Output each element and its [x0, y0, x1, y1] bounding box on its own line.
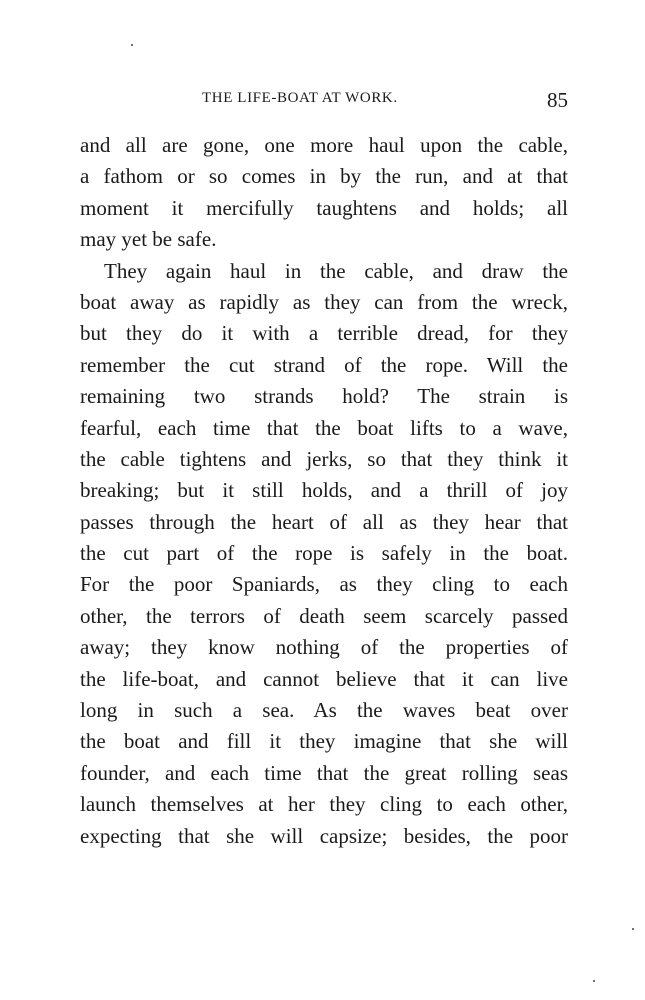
text-line: They again haul in the cable, and draw the [104, 258, 568, 283]
text-line: remember the cut strand of the rope. Will the [80, 352, 568, 377]
text-line: boat away as rapidly as they can from the wreck, [80, 289, 568, 314]
text-line: the life-boat, and cannot believe that it can live [80, 666, 568, 691]
text-line: may yet be safe. [80, 227, 217, 252]
text-line: long in such a sea. As the waves beat over [80, 698, 568, 723]
text-line: remaining two strands hold? The strain is [80, 384, 568, 409]
text-line: other, the terrors of death seem scarcely passed [80, 603, 568, 628]
text-line: a fathom or so comes in by the run, and at that [80, 164, 568, 189]
text-line: expecting that she will capsize; besides, the poor [80, 823, 568, 848]
text-line: founder, and each time that the great rolling seas [80, 760, 568, 785]
text-line: For the poor Spaniards, as they cling to each [80, 572, 568, 597]
text-line: breaking; but it still holds, and a thrill of joy [80, 478, 568, 503]
running-title: THE LIFE-BOAT AT WORK. [202, 90, 398, 106]
page-header [80, 88, 568, 114]
scan-speck [593, 980, 595, 982]
text-line: launch themselves at her they cling to each other, [80, 792, 568, 817]
body-text [80, 130, 568, 852]
text-line: and all are gone, one more haul upon the cable, [80, 133, 568, 157]
text-line: the boat and fill it they imagine that she will [80, 729, 568, 754]
text-line: moment it mercifully taughtens and holds; all [80, 195, 568, 220]
text-line: but they do it with a terrible dread, for they [80, 321, 568, 346]
scan-speck [632, 928, 634, 930]
text-line: passes through the heart of all as they hear that [80, 509, 568, 534]
text-line: the cable tightens and jerks, so that they think it [80, 446, 568, 471]
text-line: the cut part of the rope is safely in the boat. [80, 541, 568, 566]
page-number: 85 [547, 88, 568, 112]
text-line: fearful, each time that the boat lifts to a wave, [80, 415, 568, 440]
scan-speck [131, 44, 133, 46]
text-line: away; they know nothing of the properties of [80, 635, 568, 660]
